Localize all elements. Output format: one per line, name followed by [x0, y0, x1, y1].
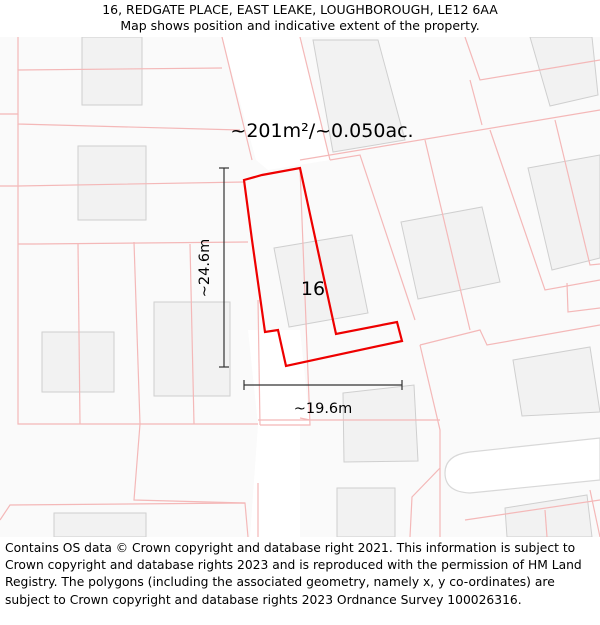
property-map[interactable]: [0, 37, 600, 537]
building: [343, 385, 418, 462]
building: [78, 146, 146, 220]
width-label: ~19.6m: [293, 401, 353, 417]
map-subtitle: Map shows position and indicative extent of the property.: [120, 18, 480, 33]
building: [54, 513, 146, 537]
copyright-notice: Contains OS data © Crown copyright and database right 2021. This information is subject to Crown copyright and database rights 2023 and is reproduced with the permission of HM Land Registry. The polygons (including the associated geometry, namely x, y co-ordinates) are subject to Crown copyright and database rights 2023 Ordnance Survey 100026316.: [5, 541, 582, 607]
area-label: ~201m²/~0.050ac.: [230, 120, 414, 142]
house-number-label: 16: [300, 278, 326, 300]
building: [82, 37, 142, 105]
property-address: 16, REDGATE PLACE, EAST LEAKE, LOUGHBOROUGH, LE12 6AA: [102, 2, 498, 17]
building: [513, 347, 600, 416]
building: [401, 207, 500, 299]
map-header: [0, 0, 600, 39]
building: [337, 488, 395, 537]
map-canvas[interactable]: [0, 37, 600, 537]
height-label: ~24.6m: [197, 238, 213, 298]
building: [42, 332, 114, 392]
